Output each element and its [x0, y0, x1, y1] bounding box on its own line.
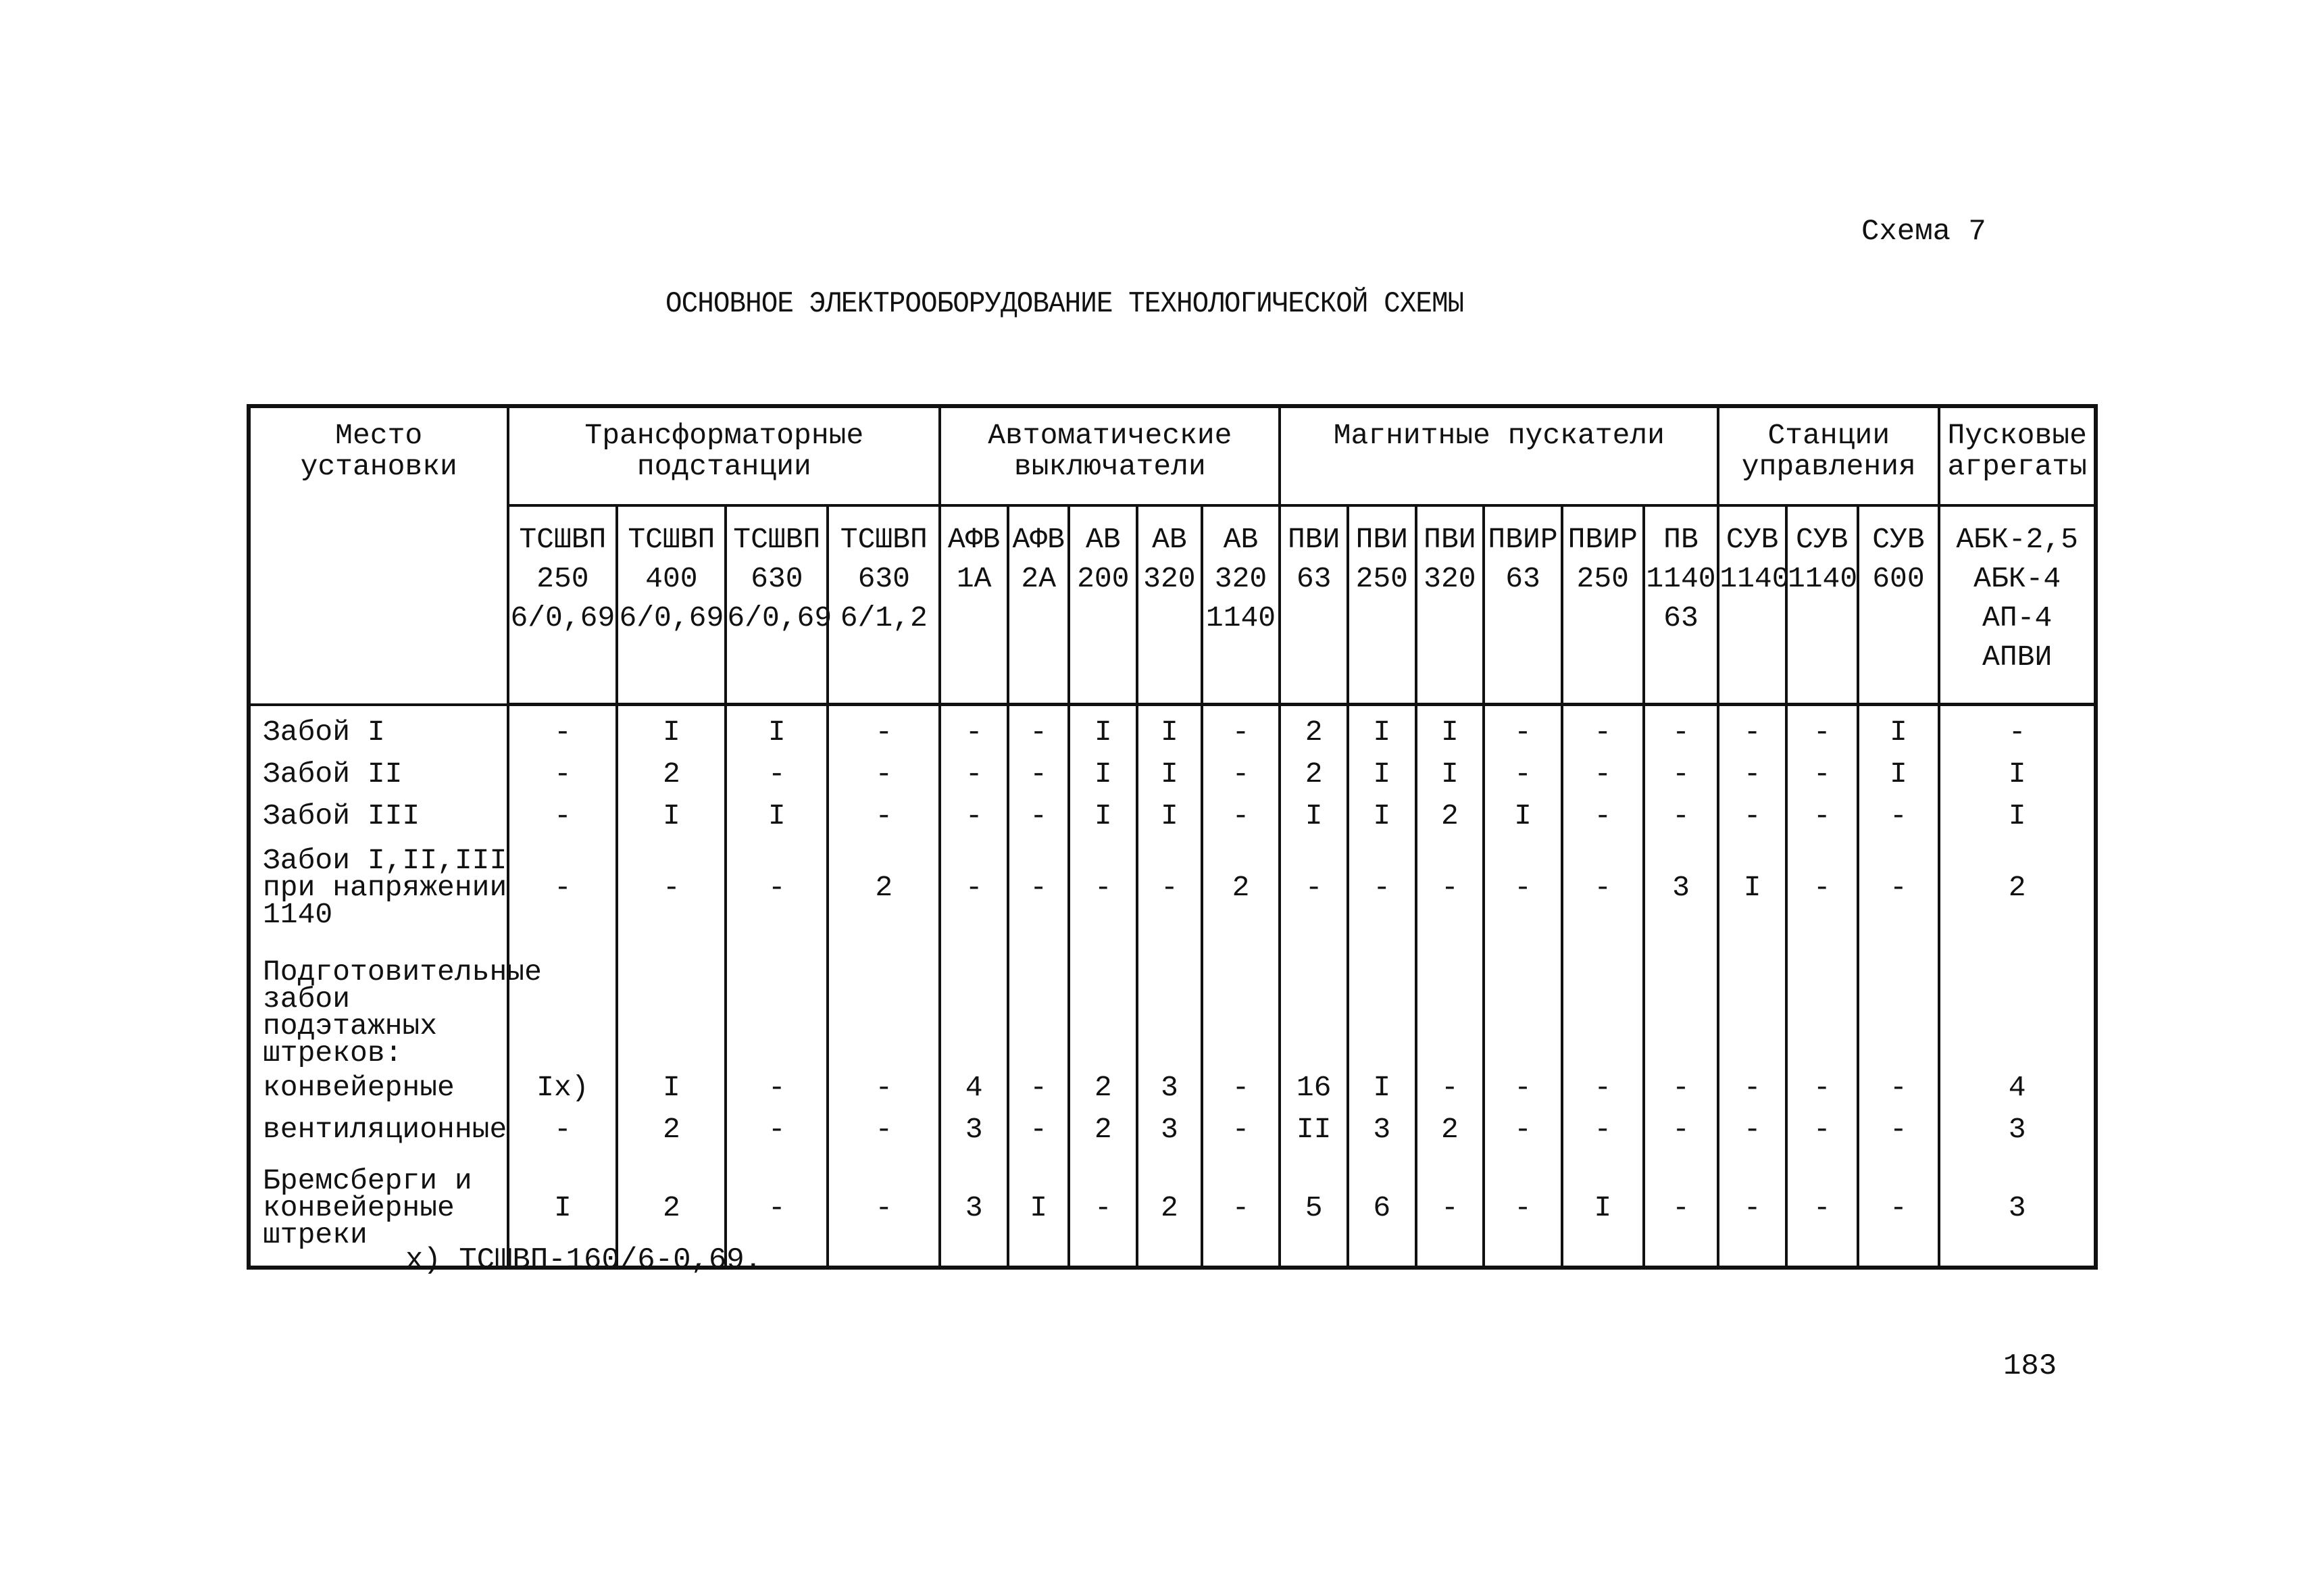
table-cell: 2	[1416, 795, 1484, 837]
table-cell: 2	[1280, 753, 1348, 795]
table-cell: -	[726, 1109, 828, 1151]
table-cell: -	[1484, 705, 1562, 754]
table-cell: I	[1858, 705, 1940, 754]
table-cell	[1416, 939, 1484, 1067]
table-cell: -	[1562, 795, 1644, 837]
column-header: ТСШВП 400 6/0,69	[617, 505, 726, 705]
table-cell: -	[1562, 837, 1644, 939]
column-header: ПВИ 320	[1416, 505, 1484, 705]
table-cell: -	[1202, 1151, 1280, 1268]
table-cell: 16	[1280, 1067, 1348, 1109]
table-cell: -	[940, 753, 1008, 795]
table-cell: -	[1718, 1067, 1786, 1109]
table-cell: I	[1348, 1067, 1416, 1109]
table-cell: -	[1718, 753, 1786, 795]
table-cell: -	[1280, 837, 1348, 939]
table-cell: -	[1858, 1067, 1940, 1109]
table-cell: 3	[1939, 1109, 2096, 1151]
table-cell: I	[1939, 753, 2096, 795]
table-cell: 2	[828, 837, 940, 939]
equipment-table	[247, 404, 2098, 1270]
table-cell: -	[1484, 837, 1562, 939]
column-header: АВ 200	[1069, 505, 1137, 705]
table-body	[249, 705, 2096, 1268]
table-cell: -	[1644, 705, 1719, 754]
table-cell: -	[1202, 753, 1280, 795]
column-header: АБК-2,5 АБК-4 АП-4 АПВИ	[1939, 505, 2096, 705]
table-cell: -	[828, 1151, 940, 1268]
table-cell: 3	[1137, 1067, 1202, 1109]
table-cell: -	[1858, 837, 1940, 939]
group-header: Станции управления	[1718, 406, 1939, 505]
table-cell: -	[1786, 1109, 1858, 1151]
table-cell: -	[1562, 1067, 1644, 1109]
table-cell: -	[940, 837, 1008, 939]
table-cell: -	[508, 795, 617, 837]
table-cell	[1069, 939, 1137, 1067]
table-cell: I	[1939, 795, 2096, 837]
table-cell: -	[1348, 837, 1416, 939]
table-cell: 2	[1202, 837, 1280, 939]
table-cell: 2	[617, 753, 726, 795]
equipment-table-wrapper	[247, 404, 2098, 1270]
table-row	[249, 1109, 2096, 1151]
column-header: СУВ 1140	[1786, 505, 1858, 705]
column-header: ПВИ 63	[1280, 505, 1348, 705]
footnote: x) ТСШВП-160/6-0,69.	[405, 1243, 763, 1277]
table-cell: I	[1416, 705, 1484, 754]
table-cell: 2	[1137, 1151, 1202, 1268]
table-cell: 3	[940, 1151, 1008, 1268]
table-cell: -	[1644, 1067, 1719, 1109]
table-cell: -	[1069, 837, 1137, 939]
column-header-row	[249, 505, 2096, 705]
table-cell: 2	[1069, 1109, 1137, 1151]
table-cell: -	[1562, 1109, 1644, 1151]
column-header: СУВ 1140	[1718, 505, 1786, 705]
table-row	[249, 753, 2096, 795]
table-cell: I	[1858, 753, 1940, 795]
column-header: ТСШВП 630 6/0,69	[726, 505, 828, 705]
table-cell: -	[1562, 753, 1644, 795]
row-label: Бремсберги и конвейерные штреки	[249, 1151, 508, 1268]
table-cell: I	[1348, 753, 1416, 795]
table-cell: I	[1718, 837, 1786, 939]
table-cell: -	[508, 1109, 617, 1151]
table-cell: -	[1644, 795, 1719, 837]
table-cell: -	[1008, 1067, 1070, 1109]
table-cell: I	[1008, 1151, 1070, 1268]
table-cell: -	[1786, 795, 1858, 837]
table-cell: 2	[617, 1109, 726, 1151]
column-header: АФВ 2А	[1008, 505, 1070, 705]
column-header: АВ 320 1140	[1202, 505, 1280, 705]
table-cell	[1348, 939, 1416, 1067]
table-row	[249, 705, 2096, 754]
table-cell: I	[1562, 1151, 1644, 1268]
table-cell: -	[828, 753, 940, 795]
table-cell: -	[1718, 705, 1786, 754]
table-cell: -	[1008, 753, 1070, 795]
table-cell: -	[1786, 837, 1858, 939]
table-cell: -	[940, 705, 1008, 754]
column-header: ТСШВП 250 6/0,69	[508, 505, 617, 705]
table-cell: 4	[940, 1067, 1008, 1109]
table-cell: I	[1069, 795, 1137, 837]
table-cell	[1644, 939, 1719, 1067]
table-cell: I	[726, 795, 828, 837]
table-cell: 6	[1348, 1151, 1416, 1268]
table-row	[249, 1067, 2096, 1109]
column-header: СУВ 600	[1858, 505, 1940, 705]
table-cell: -	[940, 795, 1008, 837]
table-cell: 2	[1069, 1067, 1137, 1109]
table-cell: I	[617, 1067, 726, 1109]
table-cell: -	[508, 705, 617, 754]
table-cell	[1786, 939, 1858, 1067]
table-cell	[1858, 939, 1940, 1067]
table-cell: -	[1484, 1067, 1562, 1109]
table-cell: -	[1202, 795, 1280, 837]
table-cell: -	[1202, 1109, 1280, 1151]
table-cell: I	[1348, 795, 1416, 837]
table-cell: -	[1008, 837, 1070, 939]
table-row	[249, 837, 2096, 939]
table-cell: -	[1562, 705, 1644, 754]
table-cell	[1562, 939, 1644, 1067]
table-cell: -	[1644, 1109, 1719, 1151]
table-cell: -	[726, 1151, 828, 1268]
table-cell: -	[828, 795, 940, 837]
table-cell: -	[1718, 1151, 1786, 1268]
table-cell	[940, 939, 1008, 1067]
row-label: Подготовительные забои подэтажных штреков:	[249, 939, 508, 1067]
row-label: вентиляционные	[249, 1109, 508, 1151]
table-cell: I	[617, 705, 726, 754]
group-header: Автоматические выключатели	[940, 406, 1280, 505]
table-cell	[1280, 939, 1348, 1067]
table-cell: 2	[1416, 1109, 1484, 1151]
row-label: Забои I,II,III при напряжении 1140	[249, 837, 508, 939]
table-cell: 3	[940, 1109, 1008, 1151]
column-header: АФВ 1А	[940, 505, 1008, 705]
table-cell: I	[1348, 705, 1416, 754]
table-cell: -	[508, 837, 617, 939]
column-header: ПВ 1140 63	[1644, 505, 1719, 705]
table-cell: -	[1858, 1109, 1940, 1151]
table-cell: -	[828, 1067, 940, 1109]
group-header: Пусковые агрегаты	[1939, 406, 2096, 505]
table-cell: -	[1069, 1151, 1137, 1268]
table-cell	[1202, 939, 1280, 1067]
table-cell: I	[508, 1151, 617, 1268]
table-cell: -	[1786, 1151, 1858, 1268]
group-header: Трансформаторные подстанции	[508, 406, 940, 505]
table-cell: I	[1416, 753, 1484, 795]
row-label: Забой III	[249, 795, 508, 837]
table-cell	[1484, 939, 1562, 1067]
table-cell: -	[617, 837, 726, 939]
table-cell: -	[1416, 1067, 1484, 1109]
table-cell: -	[828, 705, 940, 754]
table-cell: -	[1786, 705, 1858, 754]
column-header: АВ 320	[1137, 505, 1202, 705]
table-cell: 5	[1280, 1151, 1348, 1268]
table-row	[249, 939, 2096, 1067]
table-cell: -	[1786, 1067, 1858, 1109]
table-cell: I	[1069, 705, 1137, 754]
table-cell	[1939, 939, 2096, 1067]
table-cell: -	[1484, 753, 1562, 795]
table-cell: -	[828, 1109, 940, 1151]
table-cell: -	[1786, 753, 1858, 795]
group-header: Магнитные пускатели	[1280, 406, 1718, 505]
table-cell: -	[1008, 705, 1070, 754]
table-cell: 2	[1939, 837, 2096, 939]
place-header: Место установки	[249, 406, 508, 705]
table-cell	[828, 939, 940, 1067]
table-cell: -	[1416, 837, 1484, 939]
table-cell: -	[1008, 795, 1070, 837]
group-header-row	[249, 406, 2096, 505]
column-header: ПВИР 63	[1484, 505, 1562, 705]
table-cell: -	[1008, 1109, 1070, 1151]
table-cell: -	[1858, 795, 1940, 837]
column-header: ПВИР 250	[1562, 505, 1644, 705]
table-cell: -	[1416, 1151, 1484, 1268]
table-cell: 2	[617, 1151, 726, 1268]
table-cell: I	[617, 795, 726, 837]
table-cell: II	[1280, 1109, 1348, 1151]
page-title: ОСНОВНОЕ ЭЛЕКТРООБОРУДОВАНИЕ ТЕХНОЛОГИЧЕСКОЙ СХЕМЫ	[665, 287, 1464, 321]
table-cell: -	[1858, 1151, 1940, 1268]
table-cell	[1718, 939, 1786, 1067]
table-cell: -	[508, 753, 617, 795]
table-cell: 3	[1939, 1151, 2096, 1268]
table-cell: -	[1644, 753, 1719, 795]
table-cell	[1008, 939, 1070, 1067]
page-number: 183	[2003, 1349, 2057, 1383]
table-cell: -	[1939, 705, 2096, 754]
table-cell: -	[1718, 795, 1786, 837]
table-cell: I	[726, 705, 828, 754]
table-cell: 2	[1280, 705, 1348, 754]
table-cell: I	[1069, 753, 1137, 795]
table-cell: -	[726, 1067, 828, 1109]
table-cell: I	[1137, 705, 1202, 754]
table-cell	[1137, 939, 1202, 1067]
row-label: Забой II	[249, 753, 508, 795]
table-cell: 3	[1644, 837, 1719, 939]
table-cell: I	[1280, 795, 1348, 837]
table-cell	[617, 939, 726, 1067]
table-cell: I	[1137, 753, 1202, 795]
table-cell: 3	[1137, 1109, 1202, 1151]
table-cell: -	[726, 837, 828, 939]
table-cell: -	[1484, 1109, 1562, 1151]
scheme-label: Схема 7	[1861, 215, 1986, 249]
table-cell: 3	[1348, 1109, 1416, 1151]
table-cell: -	[1202, 1067, 1280, 1109]
row-label: конвейерные	[249, 1067, 508, 1109]
table-row	[249, 795, 2096, 837]
table-cell: -	[1137, 837, 1202, 939]
table-cell: -	[1644, 1151, 1719, 1268]
table-cell: -	[726, 753, 828, 795]
table-cell: -	[1484, 1151, 1562, 1268]
table-cell: -	[1202, 705, 1280, 754]
table-cell	[726, 939, 828, 1067]
table-cell: -	[1718, 1109, 1786, 1151]
column-header: ТСШВП 630 6/1,2	[828, 505, 940, 705]
table-cell: 4	[1939, 1067, 2096, 1109]
table-cell: I	[1484, 795, 1562, 837]
row-label: Забой I	[249, 705, 508, 754]
column-header: ПВИ 250	[1348, 505, 1416, 705]
table-cell: I	[1137, 795, 1202, 837]
table-cell: Ix)	[508, 1067, 617, 1109]
